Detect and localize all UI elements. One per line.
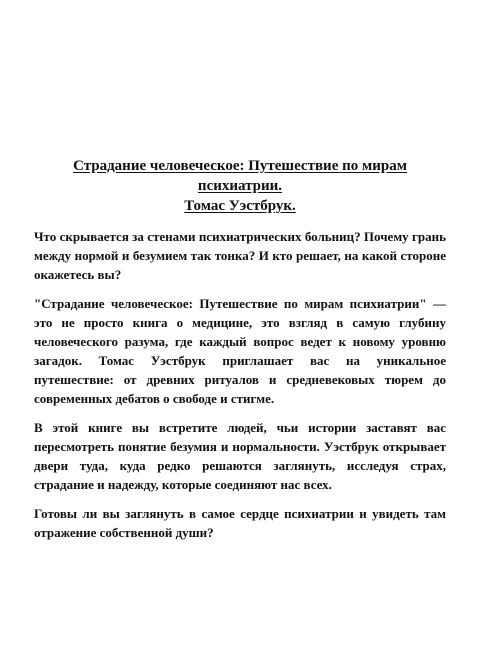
document-page	[34, 156, 446, 552]
paragraph-3: В этой книге вы встретите людей, чьи истории заставят вас пересмотреть понятие безумия и нормальности. Уэстбрук открывает двери туда, куда редко решаются заглянуть, исследуя страх, страдание и надежду, которые соединяют нас всех.	[34, 420, 446, 492]
paragraph-1: Что скрывается за стенами психиатрических больниц? Почему грань между нормой и безумием так тонка? И кто решает, на какой стороне окажетесь вы?	[34, 229, 446, 282]
paragraph-4: Готовы ли вы заглянуть в самое сердце психиатрии и увидеть там отражение собственной души?	[34, 506, 446, 540]
document-title: Страдание человеческое: Путешествие по мирам психиатрии.	[73, 158, 407, 194]
paragraph-2: "Страдание человеческое: Путешествие по мирам психиатрии" — это не просто книга о медицине, это взгляд в самую глубину человеческого разума, где каждый вопрос ведет к новому уровню загадок. Томас Уэстбрук приглашает вас на уникальное путешествие: от древних ритуалов и средневековых тюрем до современных дебатов о свободе и стигме.	[34, 296, 446, 406]
document-author: Томас Уэстбрук.	[184, 198, 296, 214]
